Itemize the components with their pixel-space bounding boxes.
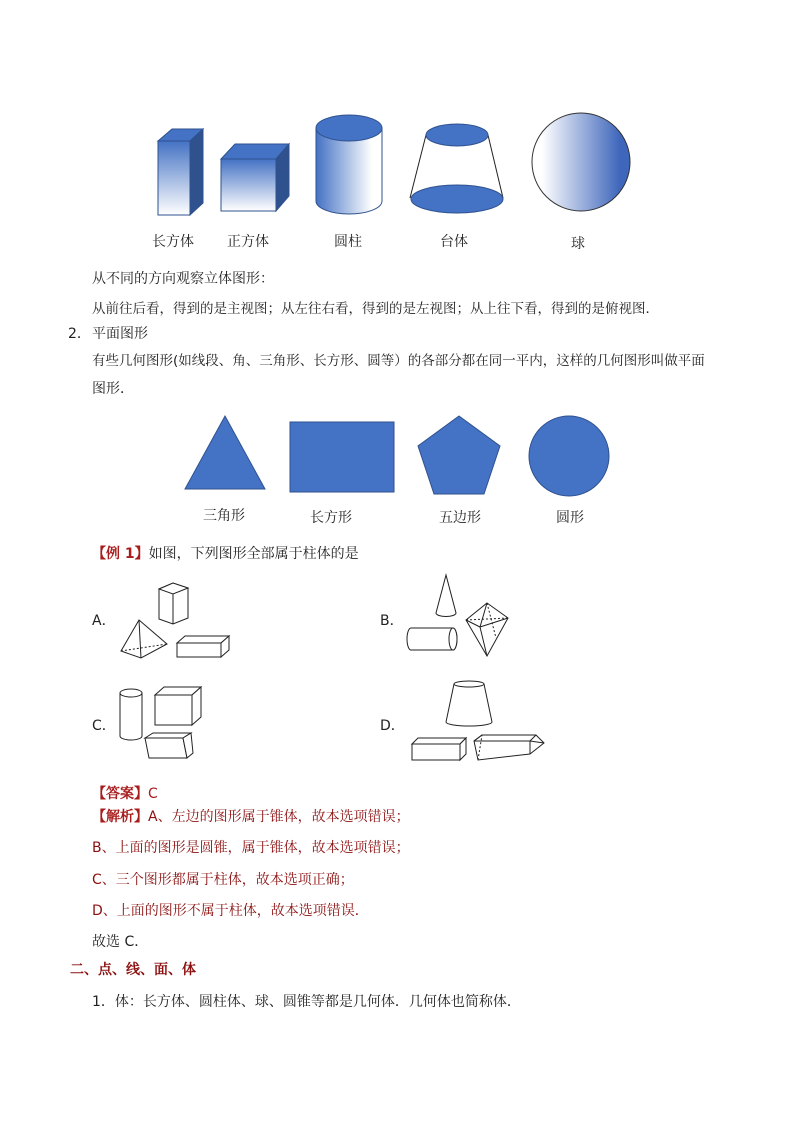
solids-figure <box>0 0 794 260</box>
section2-line1: 有些几何图形(如线段、角、三角形、长方形、圆等）的各部分都在同一平内，这样的几何图形叫做平面 <box>92 353 705 369</box>
label-cube: 正方体 <box>227 234 269 250</box>
section2-line2: 图形． <box>92 381 134 397</box>
cube-shape <box>221 144 289 211</box>
label-cuboid: 长方体 <box>152 234 194 250</box>
analysis-line2: B、上面的图形是圆锥，属于锥体，故本选项错误； <box>92 840 410 856</box>
rectangle-shape <box>290 422 394 492</box>
plane-figures <box>0 405 794 525</box>
answer-tag: 【答案】 <box>92 786 148 802</box>
views-heading: 从不同的方向观察立体图形： <box>92 271 274 287</box>
label-sphere: 球 <box>571 236 585 252</box>
sphere-shape <box>532 113 630 211</box>
option-c-figure <box>117 683 227 773</box>
option-c-label: C． <box>92 718 116 734</box>
option-d-figure <box>408 680 558 775</box>
option-a-label: A． <box>92 613 116 629</box>
analysis-line1 <box>92 808 410 826</box>
example-tag: 【例 1】 <box>92 546 149 562</box>
answer-value: C <box>148 786 158 802</box>
frustum-shape <box>410 124 503 213</box>
analysis-text1: A、左边的图形属于锥体，故本选项错误； <box>148 809 410 825</box>
label-pentagon: 五边形 <box>439 510 481 526</box>
label-cylinder: 圆柱 <box>334 234 362 250</box>
label-frustum: 台体 <box>440 234 468 250</box>
analysis-tag: 【解析】 <box>92 809 148 825</box>
section2-number: 2． <box>68 326 91 342</box>
analysis-conclusion: 故选 C． <box>92 934 149 950</box>
option-a-figure <box>117 580 247 670</box>
circle-shape <box>529 416 609 496</box>
cylinder-shape <box>316 115 382 214</box>
cuboid-shape <box>158 129 203 215</box>
option-b-label: B． <box>380 613 404 629</box>
option-b-figure <box>404 572 554 667</box>
analysis-line4: D、上面的图形不属于柱体，故本选项错误． <box>92 903 369 919</box>
option-d-label: D． <box>380 718 405 734</box>
pentagon-shape <box>418 416 500 494</box>
analysis-line3: C、三个图形都属于柱体，故本选项正确； <box>92 872 354 888</box>
section2-title: 平面图形 <box>92 326 148 342</box>
label-circle: 圆形 <box>556 510 584 526</box>
views-text: 从前往后看，得到的是主视图；从左往右看，得到的是左视图；从上往下看，得到的是俯视图． <box>92 301 659 317</box>
triangle-shape <box>185 416 265 489</box>
part2-heading: 二、点、线、面、体 <box>70 962 196 978</box>
example-question: 如图，下列图形全部属于柱体的是 <box>148 546 359 562</box>
label-rectangle: 长方形 <box>310 510 352 526</box>
example-line <box>92 545 359 563</box>
label-triangle: 三角形 <box>203 508 245 524</box>
answer-line <box>92 785 158 803</box>
part2-item1: 1．体：长方体、圆柱体、球、圆锥等都是几何体．几何体也简称体． <box>92 994 521 1010</box>
